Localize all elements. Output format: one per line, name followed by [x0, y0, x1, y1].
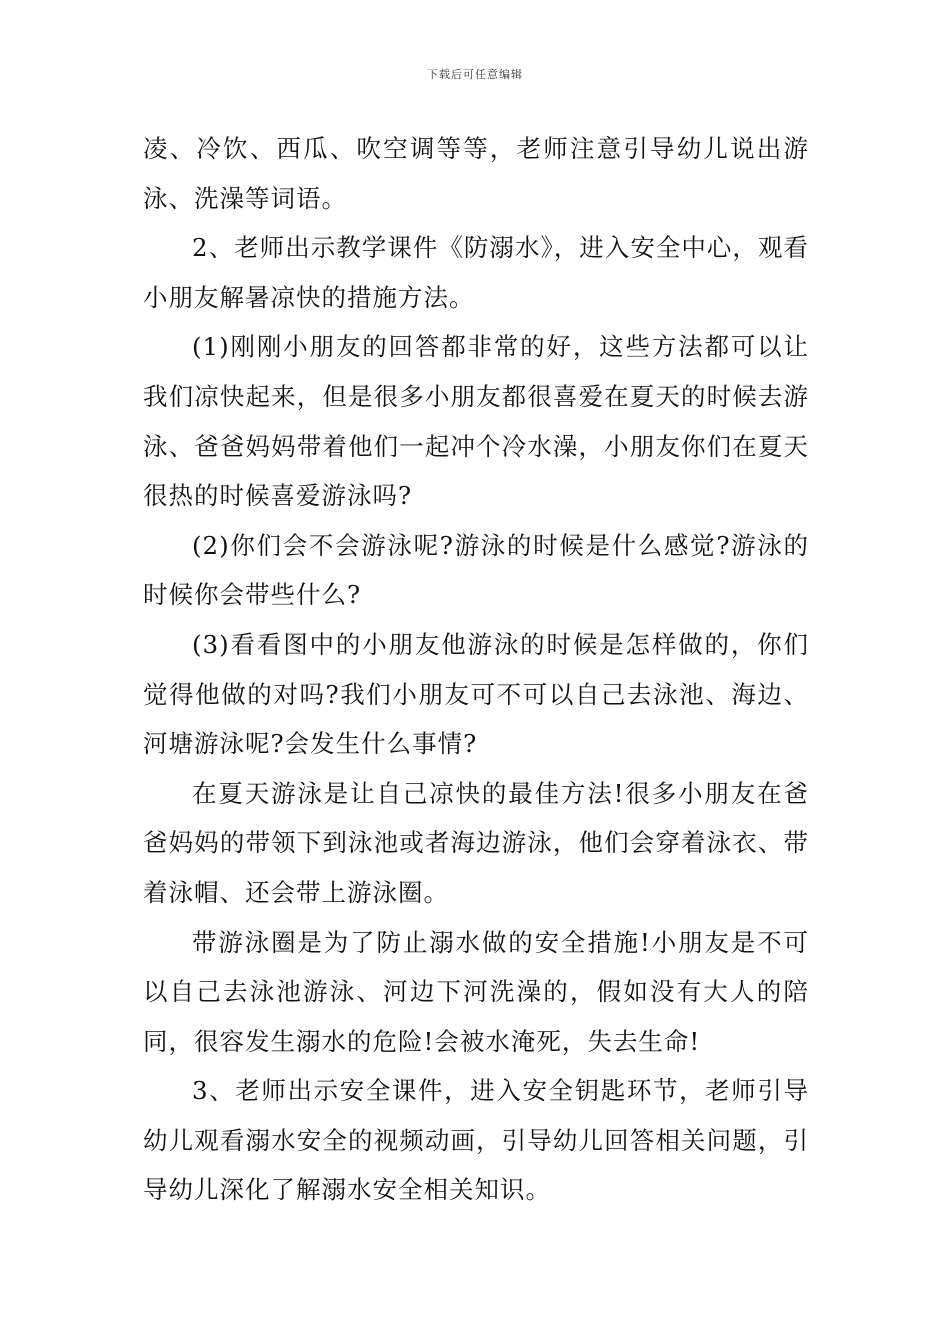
paragraph-6: 在夏天游泳是让自己凉快的最佳方法!很多小朋友在爸爸妈妈的带领下到泳池或者海边游泳，他们会穿着泳衣、带着泳帽、还会带上游泳圈。 — [143, 778, 809, 907]
page-header: 下载后可任意编辑 — [427, 68, 523, 81]
paragraph-7: 带游泳圈是为了防止溺水做的安全措施!小朋友是不可以自己去泳池游泳、河边下河洗澡的，假如没有大人的陪同，很容发生溺水的危险!会被水淹死，失去生命! — [143, 927, 809, 1056]
paragraph-1: 凌、冷饮、西瓜、吹空调等等，老师注意引导幼儿说出游泳、洗澡等词语。 — [143, 134, 809, 213]
paragraph-5: (3)看看图中的小朋友他游泳的时候是怎样做的，你们觉得他做的对吗?我们小朋友可不可以自己去泳池、海边、河塘游泳呢?会发生什么事情? — [143, 629, 809, 759]
paragraph-3: (1)刚刚小朋友的回答都非常的好，这些方法都可以让我们凉快起来，但是很多小朋友都很喜爱在夏天的时候去游泳、爸爸妈妈带着他们一起冲个冷水澡，小朋友你们在夏天很热的时候喜爱游泳吗? — [143, 332, 809, 511]
document-body — [143, 124, 809, 1215]
paragraph-4: (2)你们会不会游泳呢?游泳的时候是什么感觉?游泳的时候你会带些什么? — [143, 530, 809, 610]
paragraph-2: 2、老师出示教学课件《防溺水》，进入安全中心，观看小朋友解暑凉快的措施方法。 — [143, 233, 809, 312]
paragraph-8: 3、老师出示安全课件，进入安全钥匙环节，老师引导幼儿观看溺水安全的视频动画，引导幼儿回答相关问题，引导幼儿深化了解溺水安全相关知识。 — [143, 1076, 809, 1205]
